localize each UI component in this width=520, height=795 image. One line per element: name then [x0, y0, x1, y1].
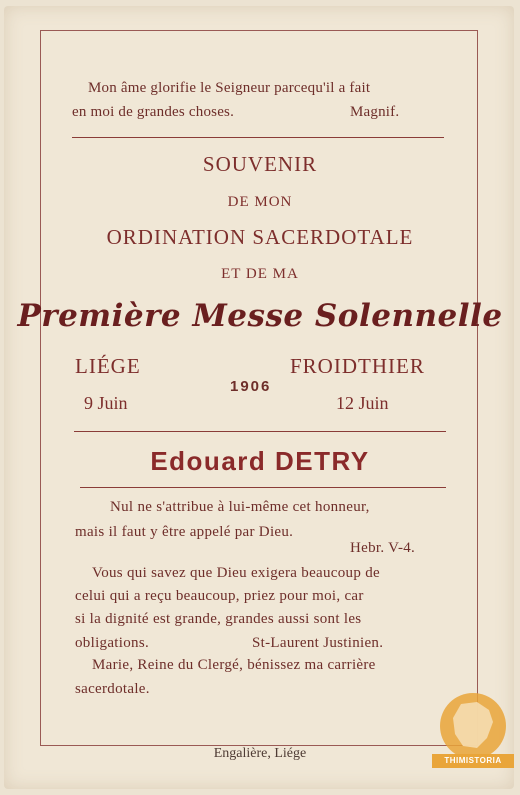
- place-liege: LIÉGE: [75, 354, 141, 378]
- prayer-line-3: si la dignité est grande, grandes aussi sont les: [75, 611, 362, 627]
- priest-name: Edouard DETRY: [150, 446, 370, 476]
- verse-reference: Hebr. V-4.: [350, 540, 416, 556]
- invocation-line-1: Marie, Reine du Clergé, bénissez ma carrière: [92, 657, 376, 673]
- year-label: 1906: [230, 378, 272, 395]
- invocation-line-2: sacerdotale.: [75, 681, 150, 697]
- verse-line-1: Nul ne s'attribue à lui-même cet honneur,: [110, 499, 370, 515]
- prayer-line-2: celui qui a reçu beaucoup, priez pour moi, car: [75, 588, 364, 604]
- watermark-label: THIMISTORIA: [432, 754, 514, 768]
- prayer-line-1: Vous qui savez que Dieu exigera beaucoup de: [92, 565, 380, 581]
- divider-top: [72, 137, 444, 138]
- et-de-ma-text: ET DE MA: [221, 266, 299, 282]
- divider-middle: [74, 431, 446, 432]
- de-mon-text: DE MON: [227, 194, 293, 210]
- date-froidthier: 12 Juin: [336, 393, 389, 413]
- printer-credit: Engalière, Liége: [213, 746, 307, 761]
- divider-lower: [80, 487, 446, 488]
- date-liege: 9 Juin: [84, 393, 128, 413]
- epigraph-line-2: en moi de grandes choses.: [72, 104, 235, 120]
- prayer-line-4: obligations.: [75, 635, 150, 651]
- premiere-messe-title: Première Messe Solennelle: [17, 298, 503, 334]
- souvenir-heading: SOUVENIR: [202, 152, 318, 176]
- ordination-heading: ORDINATION SACERDOTALE: [106, 225, 414, 249]
- verse-line-2: mais il faut y être appelé par Dieu.: [75, 524, 294, 540]
- prayer-attribution: St-Laurent Justinien.: [252, 635, 384, 651]
- place-froidthier: FROIDTHIER: [290, 354, 425, 378]
- epigraph-source: Magnif.: [350, 104, 400, 120]
- epigraph-line-1: Mon âme glorifie le Seigneur parcequ'il a fait: [88, 80, 371, 96]
